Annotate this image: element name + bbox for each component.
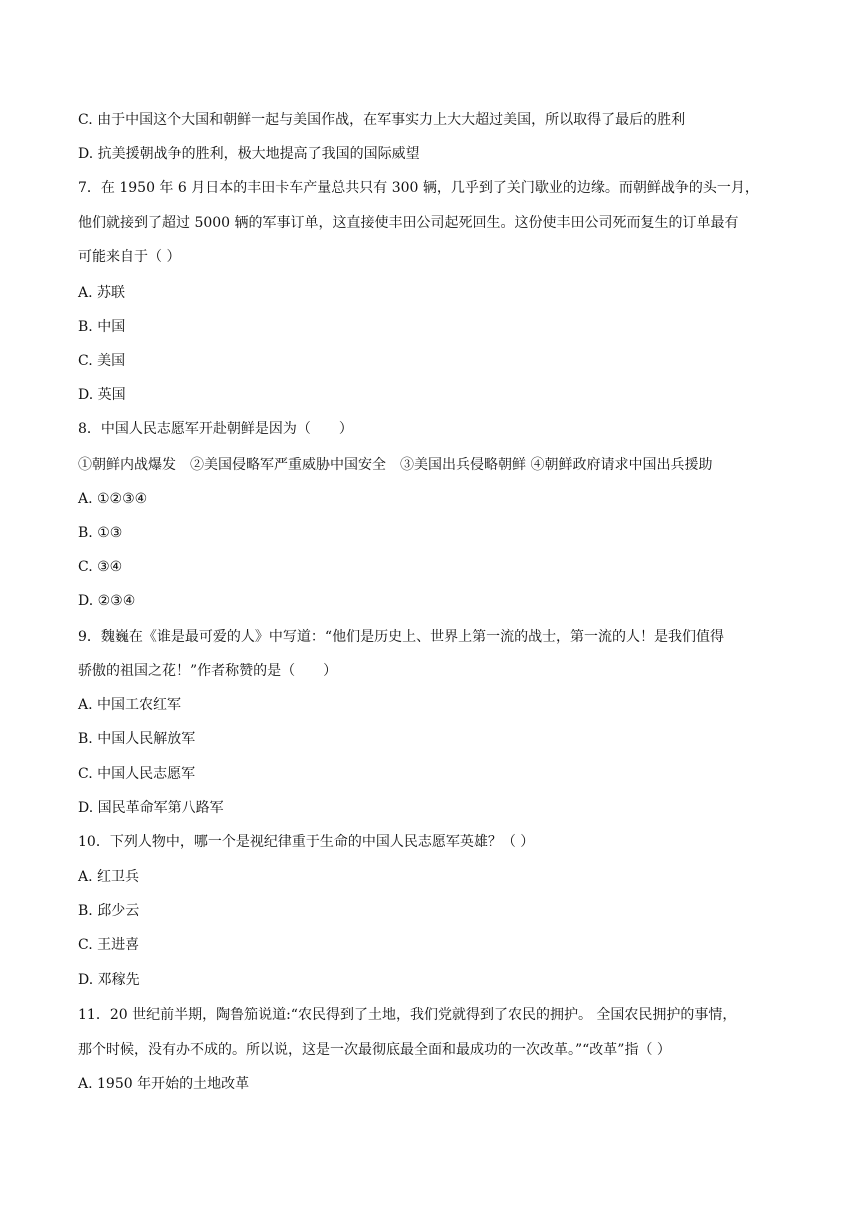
option-line: B. ①③ [78,525,123,541]
option-line: D. 国民革命军第八路军 [78,800,224,816]
option-line: D. 英国 [78,387,126,403]
question-text: ①朝鲜内战爆发 ②美国侵略军严重威胁中国安全 ③美国出兵侵略朝鲜 ④朝鲜政府请求中国出兵援助 [78,457,713,473]
option-line: C. ③④ [78,559,123,575]
option-line: D. 抗美援朝战争的胜利，极大地提高了我国的国际威望 [78,146,420,162]
option-line: D. 邓稼先 [78,972,140,988]
question-text: 可能来自于（ ） [78,249,181,265]
question-text: 9．魏巍在《谁是最可爱的人》中写道：“他们是历史上、世界上第一流的战士，第一流的人！是我们值得 [78,629,725,645]
option-line: B. 中国 [78,319,126,335]
question-text: 11．20 世纪前半期，陶鲁笳说道:“农民得到了土地，我们党就得到了农民的拥护。 全国农民拥护的事情， [78,1007,737,1023]
option-line: C. 王进喜 [78,937,140,953]
option-line: C. 由于中国这个大国和朝鲜一起与美国作战，在军事实力上大大超过美国，所以取得了最后的胜利 [78,112,686,128]
option-line: A. 红卫兵 [78,869,140,885]
question-text: 那个时候，没有办不成的。所以说，这是一次最彻底最全面和最成功的一次改革。”“改革”指（ ） [78,1042,671,1058]
question-text: 10．下列人物中，哪一个是视纪律重于生命的中国人民志愿军英雄？（ ） [78,834,535,850]
option-line: D. ②③④ [78,593,136,609]
question-text: 8．中国人民志愿军开赴朝鲜是因为（ ） [78,421,353,437]
question-text: 骄傲的祖国之花！”作者称赞的是（ ） [78,663,338,679]
option-line: C. 美国 [78,353,126,369]
option-line: A. 中国工农红军 [78,697,182,713]
option-line: B. 邱少云 [78,903,140,919]
question-text: 他们就接到了超过 5000 辆的军事订单，这直接使丰田公司起死回生。这份使丰田公司死而复生的订单最有 [78,215,739,231]
option-line: B. 中国人民解放军 [78,731,196,747]
option-line: A. 苏联 [78,285,126,301]
option-line: A. 1950 年开始的土地改革 [78,1076,250,1092]
option-line: A. ①②③④ [78,491,148,507]
option-line: C. 中国人民志愿军 [78,766,196,782]
question-text: 7．在 1950 年 6 月日本的丰田卡车产量总共只有 300 辆，几乎到了关门歇业的边缘。而朝鲜战争的头一月， [78,180,759,196]
